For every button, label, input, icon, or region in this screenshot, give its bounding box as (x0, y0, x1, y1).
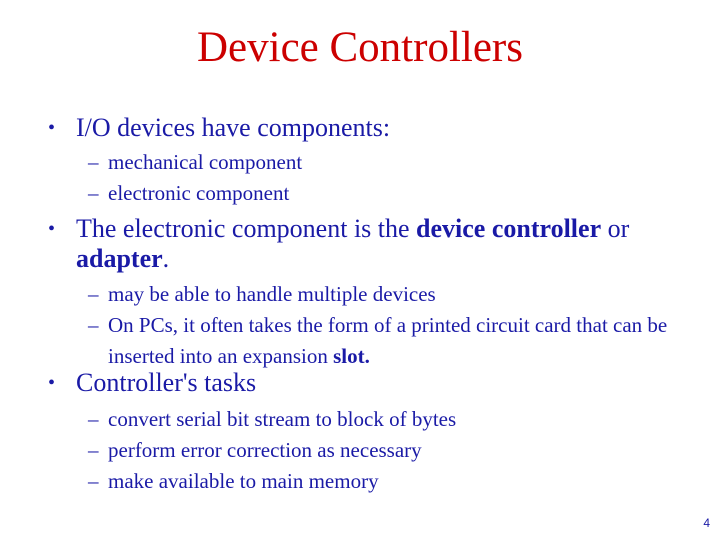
term-slot: slot. (333, 344, 370, 368)
bullet-1-subitem-2: – electronic component (88, 178, 698, 209)
bullet-dot: • (48, 372, 56, 394)
bullet-3-subitem-1: – convert serial bit stream to block of bytes (88, 404, 698, 435)
bullet-3-subitem-2: – perform error correction as necessary (88, 435, 698, 466)
bullet-1-text: I/O devices have components: (76, 113, 391, 142)
bullet-3-text: Controller's tasks (76, 368, 257, 397)
bullet-2-subitem-2: – On PCs, it often takes the form of a printed circuit card that can be inserted into an expansion slot. (88, 310, 698, 372)
bullet-3-subitem-3: – make available to main memory (88, 466, 698, 497)
term-device-controller: device controller (416, 214, 602, 243)
dash: – (88, 181, 99, 205)
dash: – (88, 438, 99, 462)
bullet-2 (48, 214, 688, 274)
slide-title: Device Controllers (197, 24, 523, 71)
dash: – (88, 282, 99, 306)
bullet-1-subitem-1: – mechanical component (88, 147, 698, 178)
dash: – (88, 407, 99, 431)
bullet-dot: • (48, 117, 56, 139)
bullet-2-subitem-1: – may be able to handle multiple devices (88, 279, 698, 310)
term-adapter: adapter (76, 244, 163, 273)
bullet-3 (48, 368, 688, 398)
dash: – (88, 313, 99, 337)
bullet-2-text: The electronic component is the device controller or adapter. (76, 214, 630, 273)
bullet-dot: • (48, 218, 56, 240)
page-number: 4 (703, 516, 710, 530)
dash: – (88, 469, 99, 493)
dash: – (88, 150, 99, 174)
bullet-1 (48, 113, 688, 143)
